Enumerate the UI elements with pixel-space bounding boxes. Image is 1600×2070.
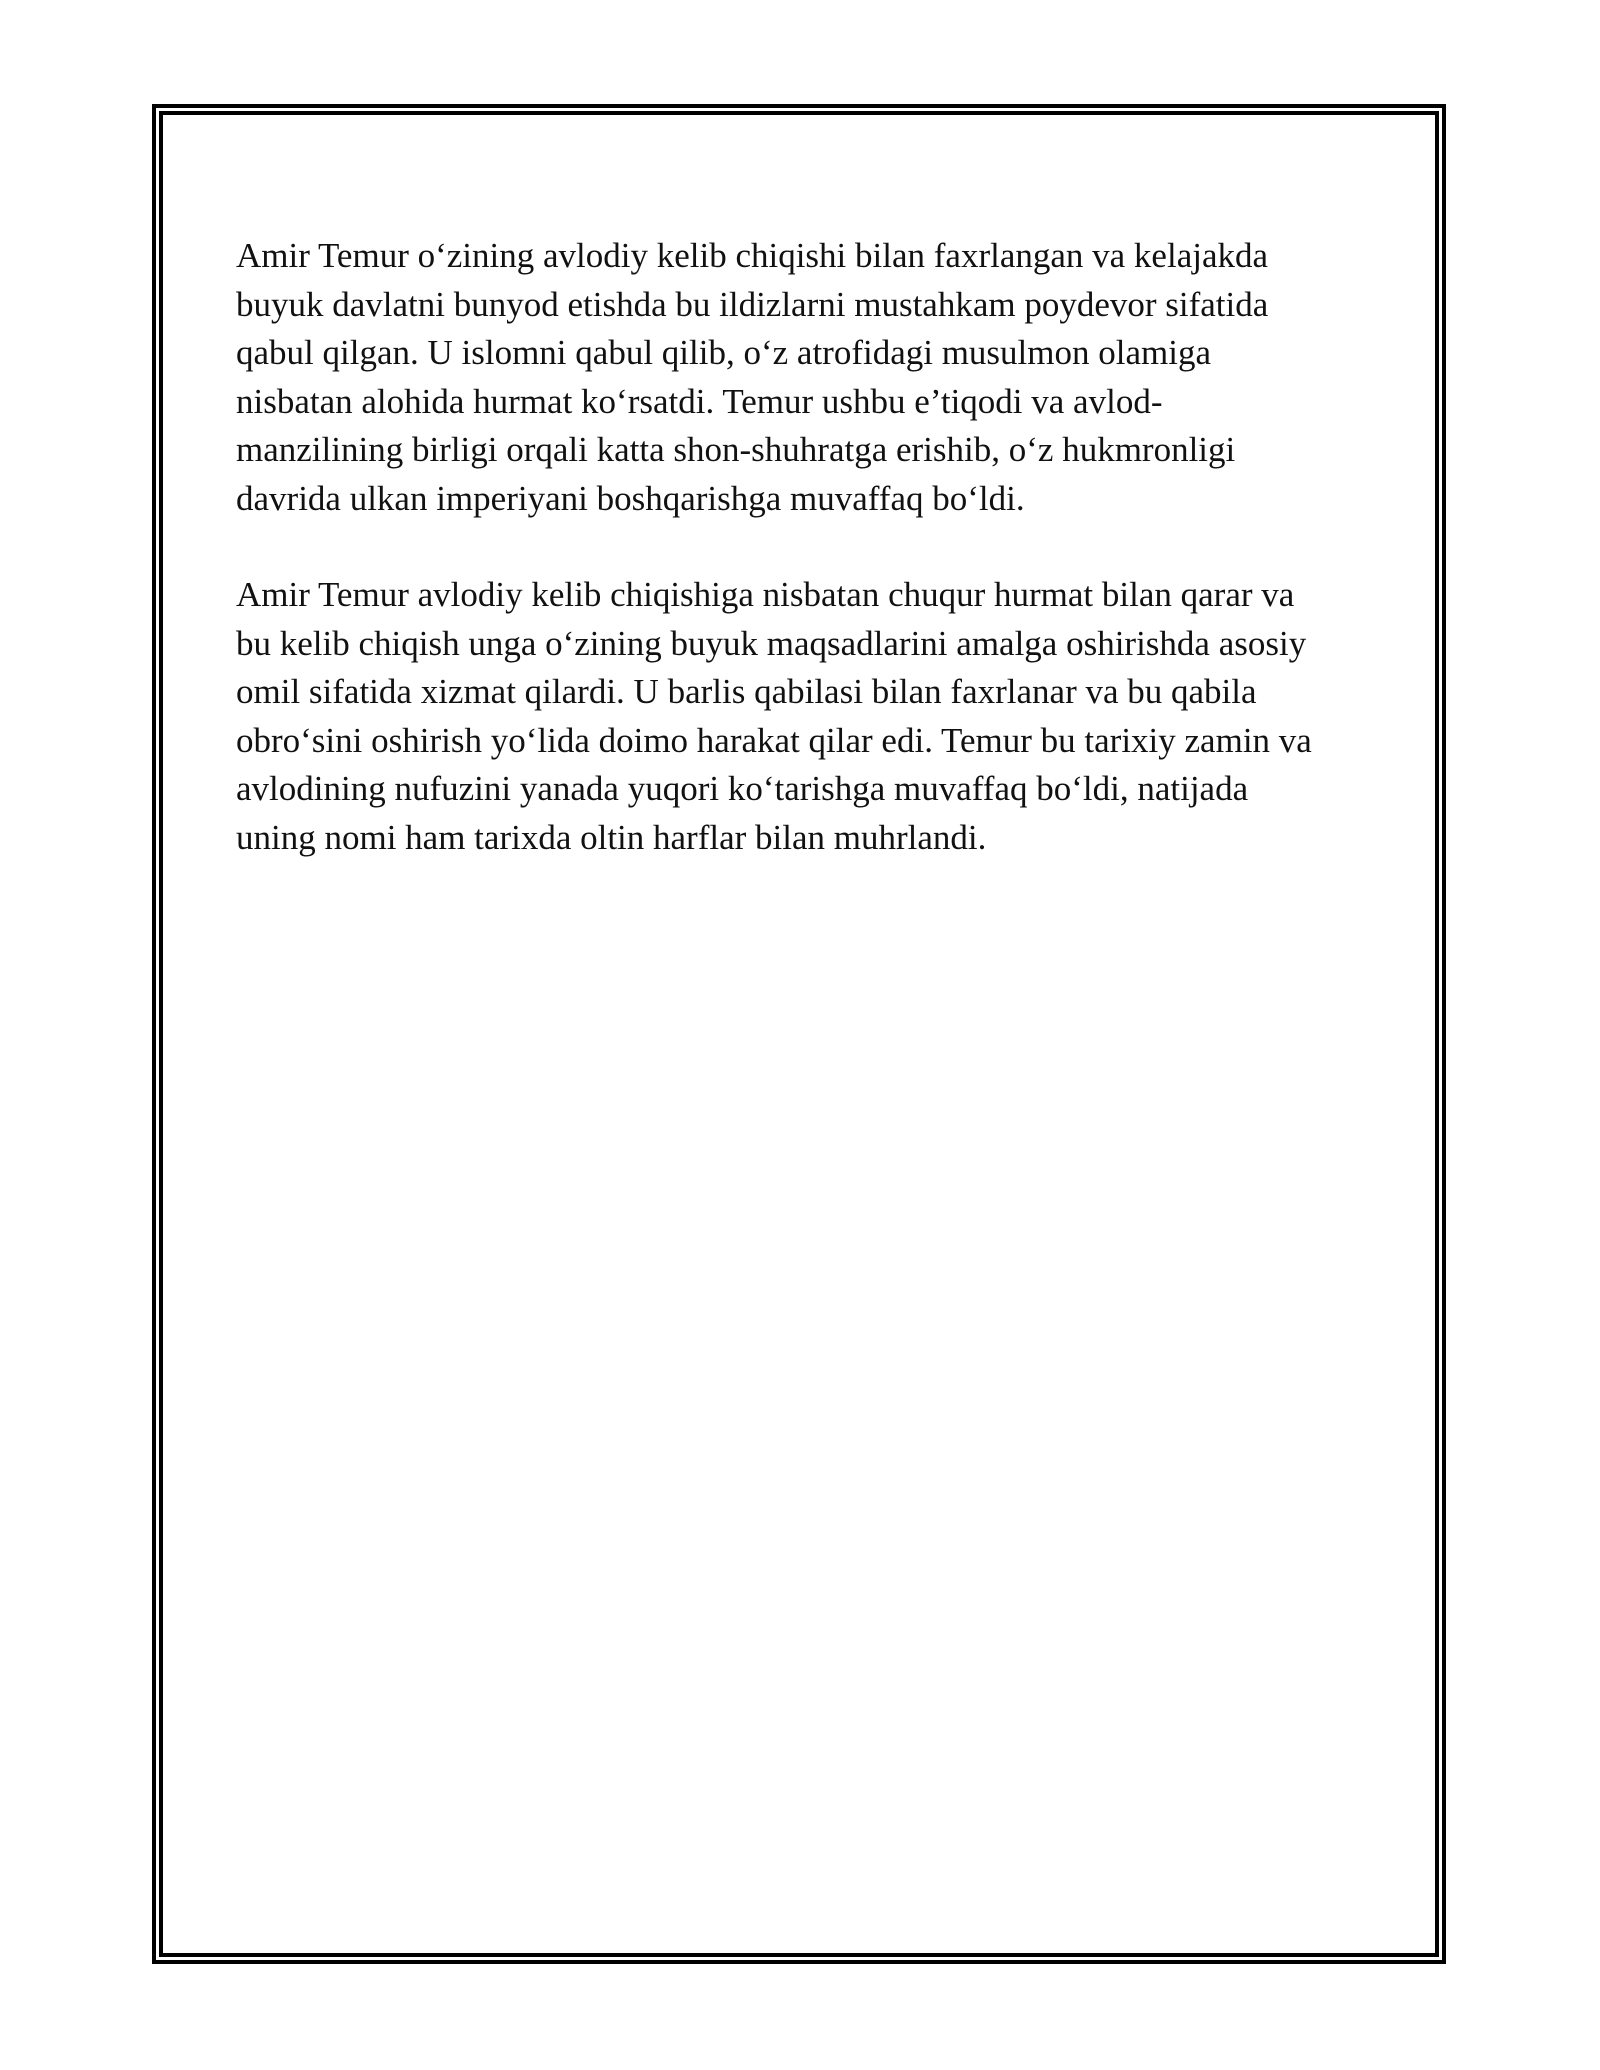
text-line: avlodining nufuzini yanada yuqori ko‘tarishga muvaffaq bo‘ldi, natijada: [236, 769, 1249, 808]
text-line: Amir Temur o‘zining avlodiy kelib chiqishi bilan faxrlangan va kelajakda: [236, 236, 1269, 275]
paragraph-1: [236, 232, 1376, 523]
text-line: davrida ulkan imperiyani boshqarishga muvaffaq bo‘ldi.: [236, 478, 1025, 518]
text-line: qabul qilgan. U islomni qabul qilib, o‘z atrofidagi musulmon olamiga: [236, 333, 1211, 372]
text-line: Amir Temur avlodiy kelib chiqishiga nisbatan chuqur hurmat bilan qarar va: [236, 575, 1295, 614]
document-body: [236, 232, 1376, 910]
text-line: omil sifatida xizmat qilardi. U barlis qabilasi bilan faxrlanar va bu qabila: [236, 672, 1257, 711]
paragraph-2: [236, 571, 1376, 862]
text-line: uning nomi ham tarixda oltin harflar bilan muhrlandi.: [236, 817, 987, 857]
text-line: manzilining birligi orqali katta shon-shuhratga erishib, o‘z hukmronligi: [236, 430, 1236, 469]
text-line: nisbatan alohida hurmat ko‘rsatdi. Temur ushbu e’tiqodi va avlod-: [236, 381, 1163, 421]
text-line: obro‘sini oshirish yo‘lida doimo harakat qilar edi. Temur bu tarixiy zamin va: [236, 720, 1312, 760]
text-line: bu kelib chiqish unga o‘zining buyuk maqsadlarini amalga oshirishda asosiy: [236, 623, 1307, 663]
text-line: buyuk davlatni bunyod etishda bu ildizlarni mustahkam poydevor sifatida: [236, 284, 1269, 324]
